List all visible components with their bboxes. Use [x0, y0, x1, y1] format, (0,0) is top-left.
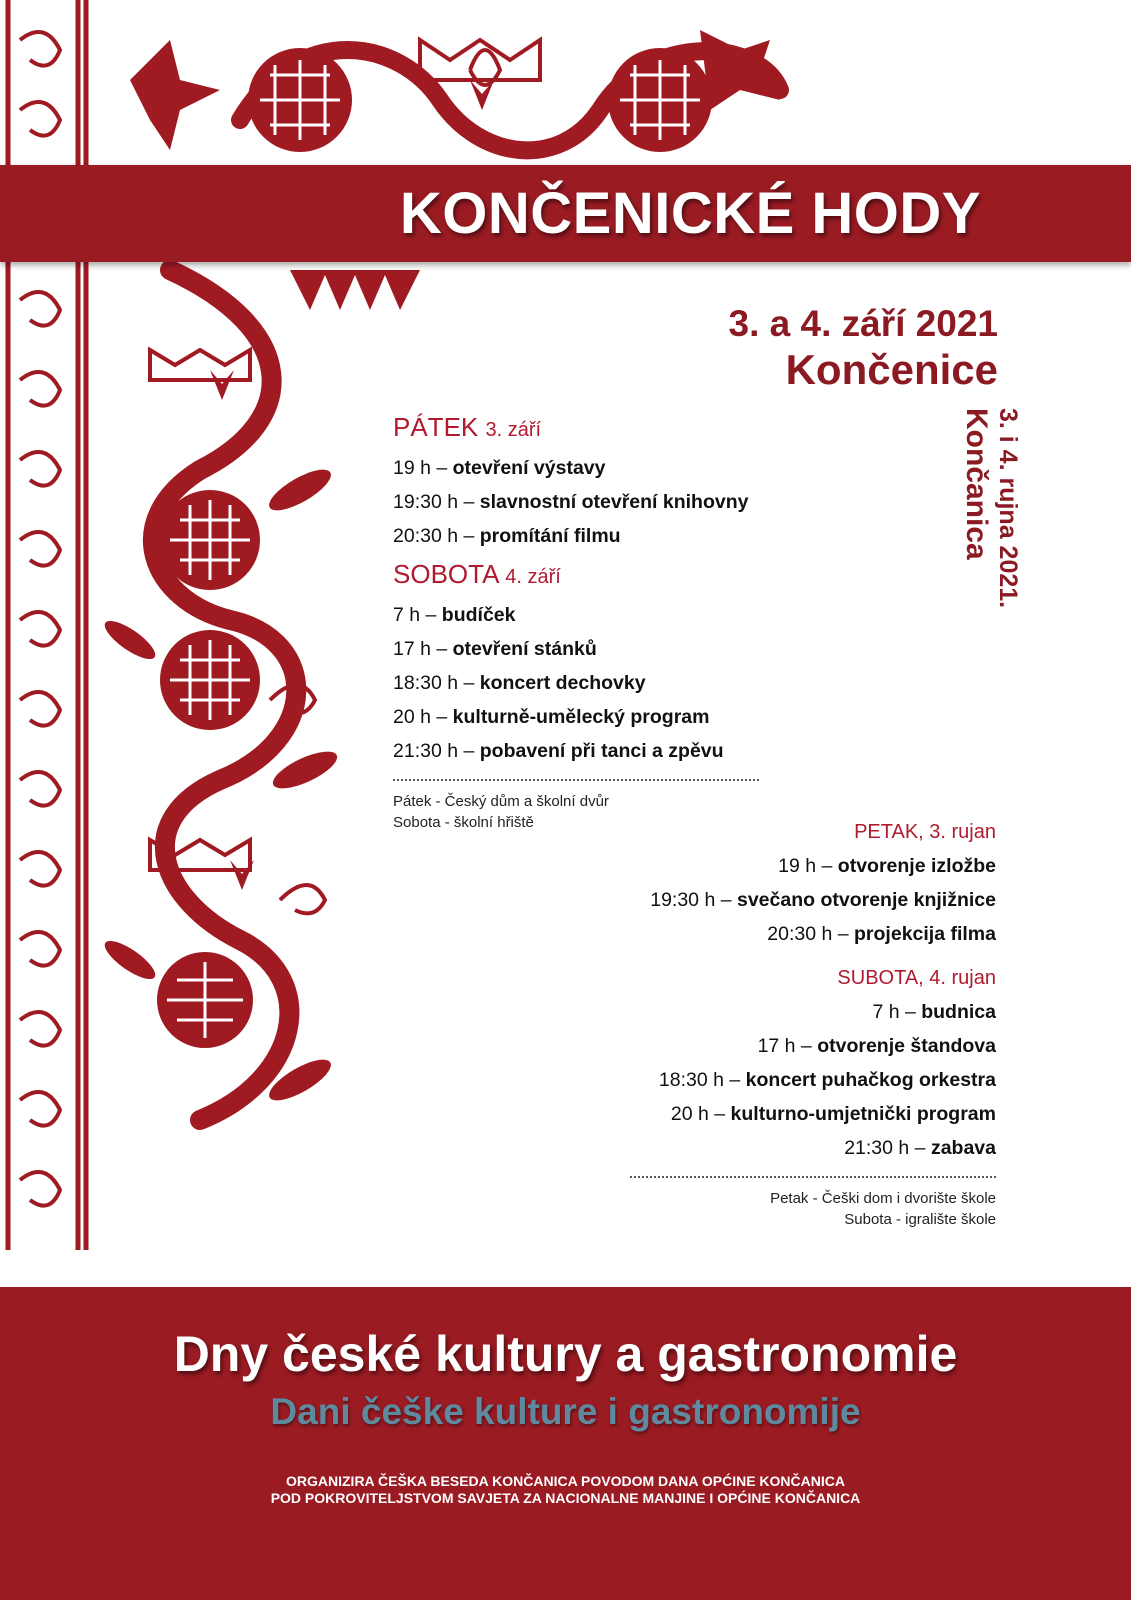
organizer-note	[0, 1473, 1131, 1507]
title-band	[0, 165, 1131, 262]
czech-day2-date: 4. září	[505, 566, 561, 588]
croatian-day1-heading: PETAK, 3. rujan	[854, 821, 996, 843]
czech-day1-name: PÁTEK	[393, 412, 479, 442]
czech-day1-heading	[393, 412, 759, 443]
list-item: 18:30 h – koncert dechovky	[393, 672, 646, 694]
list-item: 7 h – budnica	[872, 1001, 996, 1023]
croatian-venue-friday: Petak - Češki dom i dvorište škole	[770, 1190, 996, 1207]
footer-subtitle: Dani češke kulture i gastronomije	[270, 1391, 861, 1432]
list-item: 17 h – otevření stánků	[393, 638, 597, 660]
list-item: 18:30 h – koncert puhačkog orkestra	[658, 1069, 996, 1091]
czech-day1-date: 3. září	[485, 419, 542, 441]
croatian-venue-saturday: Subota - igralište škole	[844, 1211, 996, 1228]
list-item: 19:30 h – slavnostní otevření knihovny	[393, 491, 749, 513]
list-item: 17 h – otvorenje štandova	[757, 1035, 996, 1057]
list-item: 19:30 h – svečano otvorenje knjižnice	[650, 889, 996, 911]
dotted-divider	[630, 1175, 996, 1178]
vertical-croatian-date	[960, 408, 1024, 608]
croatian-program	[630, 815, 996, 1230]
list-item: 20:30 h – promítání filmu	[393, 525, 621, 547]
czech-venue-saturday: Sobota - školní hřiště	[393, 814, 534, 831]
czech-day2-name: SOBOTA	[393, 559, 498, 589]
croatian-day2-heading: SUBOTA, 4. rujan	[837, 967, 996, 989]
footer-title: Dny české kultury a gastronomie	[173, 1326, 958, 1382]
organizer-line-2: POD POKROVITELJSTVOM SAVJETA ZA NACIONALNE MANJINE I OPĆINE KONČANICA	[270, 1490, 861, 1506]
list-item: 20 h – kulturně-umělecký program	[393, 706, 710, 728]
list-item: 7 h – budíček	[393, 604, 516, 626]
dotted-divider	[393, 778, 759, 781]
list-item: 21:30 h – zabava	[844, 1137, 996, 1159]
list-item: 21:30 h – pobavení při tanci a zpěvu	[393, 740, 724, 762]
organizer-line-1: ORGANIZIRA ČEŠKA BESEDA KONČANICA POVODOM DANA OPĆINE KONČANICA	[286, 1473, 845, 1489]
czech-program	[393, 412, 759, 833]
czech-day2-heading	[393, 559, 759, 590]
list-item: 19 h – otvorenje izložbe	[778, 855, 996, 877]
event-title: KONČENICKÉ HODY	[399, 181, 981, 246]
date-block	[729, 302, 998, 394]
list-item: 20:30 h – projekcija filma	[767, 923, 996, 945]
czech-venue-friday: Pátek - Český dům a školní dvůr	[393, 793, 609, 810]
list-item: 19 h – otevření výstavy	[393, 457, 606, 479]
vertical-date: 3. i 4. rujna 2021.	[994, 408, 1022, 609]
list-item: 20 h – kulturno-umjetnički program	[670, 1103, 996, 1125]
event-date: 3. a 4. září 2021	[728, 303, 998, 344]
event-place: Končenice	[785, 346, 998, 393]
footer-band	[0, 1287, 1131, 1600]
vertical-place: Končanica	[960, 408, 993, 560]
